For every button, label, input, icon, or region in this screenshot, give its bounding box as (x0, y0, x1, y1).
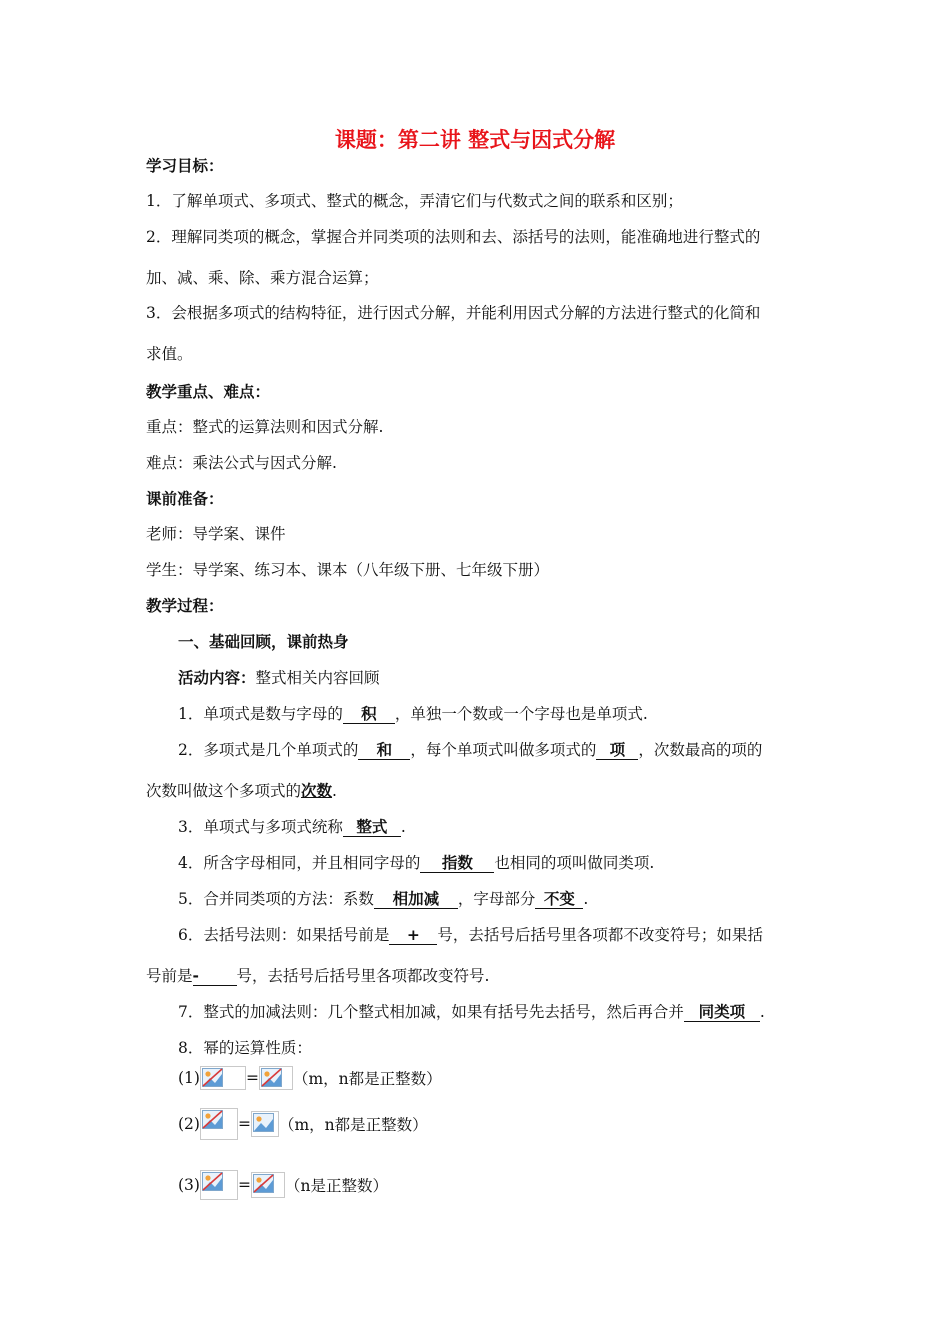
q5-answer-1: 相加减 (374, 891, 458, 909)
q1-answer: 积 (343, 706, 395, 724)
question-6 (178, 923, 763, 945)
objective-3-line2: 求值。 (146, 345, 193, 363)
q3-text: 3．单项式与多项式统称 (178, 818, 343, 836)
q6-answer-1: + (389, 927, 437, 945)
difficult-point: 难点：乘法公式与因式分解. (146, 454, 337, 472)
formula-row-3 (178, 1170, 388, 1200)
q7-text-end: . (759, 1003, 765, 1021)
q2-answer-3: 次数 (301, 782, 333, 800)
formula-row-1 (178, 1066, 442, 1096)
q5-text-mid: ，字母部分 (457, 890, 536, 908)
q2-line2-text: 次数叫做这个多项式的 (146, 782, 302, 800)
key-point: 重点：整式的运算法则和因式分解. (146, 418, 384, 436)
preparation-heading: 课前准备： (146, 490, 224, 508)
formula-1-note: （m，n都是正整数） (292, 1070, 442, 1088)
preparation-teacher: 老师：导学案、课件 (146, 525, 286, 543)
objective-2-line1: 2．理解同类项的概念，掌握合并同类项的法则和去、添括号的法则，能准确地进行整式的 (146, 228, 761, 246)
q3-text-end: . (400, 818, 406, 836)
q5-answer-2: 不变 (535, 891, 583, 909)
broken-image-icon (259, 1066, 293, 1090)
q4-text-end: 也相同的项叫做同类项. (494, 854, 655, 872)
q6-line2-end: 号，去括号后括号里各项都改变符号. (236, 967, 490, 985)
q2-text: 2．多项式是几个单项式的 (178, 741, 359, 759)
broken-image-icon (200, 1170, 238, 1200)
formula-2-equals: = (237, 1115, 251, 1133)
question-1 (178, 702, 648, 724)
question-2 (178, 738, 762, 760)
question-3 (178, 815, 406, 837)
q3-answer: 整式 (343, 819, 401, 837)
q6-text-end: 号，去括号后括号里各项都不改变符号；如果括 (437, 926, 763, 944)
formula-2-number: (2) (178, 1115, 200, 1133)
q2-text-end: ，次数最高的项的 (638, 741, 763, 759)
activity-text: 整式相关内容回顾 (255, 669, 380, 687)
page-title: 课题：第二讲 整式与因式分解 (334, 128, 616, 152)
formula-3-number: (3) (178, 1176, 200, 1194)
broken-image-icon (251, 1111, 279, 1137)
question-4 (178, 851, 654, 873)
q2-answer-2: 项 (596, 742, 638, 760)
activity-line (178, 666, 380, 688)
objectives-heading: 学习目标： (146, 157, 224, 175)
q5-text-end: . (583, 890, 589, 908)
formula-row-2 (178, 1108, 428, 1138)
q1-text-end: ，单独一个数或一个字母也是单项式. (394, 705, 648, 723)
question-2-line2 (146, 779, 337, 801)
formula-3-note: （n是正整数） (284, 1177, 388, 1195)
broken-image-icon (200, 1066, 246, 1090)
q2-text-mid: ，每个单项式叫做多项式的 (410, 741, 597, 759)
q2-line2-end: . (332, 782, 337, 800)
formula-3-equals: = (237, 1176, 251, 1194)
q6-answer-2: - (193, 968, 237, 986)
broken-image-icon (251, 1172, 285, 1198)
formula-1-number: (1) (178, 1069, 200, 1087)
process-heading: 教学过程： (146, 597, 224, 615)
objective-2-line2: 加、减、乘、除、乘方混合运算； (146, 269, 379, 287)
formula-1-equals: = (245, 1069, 259, 1087)
question-6-line2 (146, 964, 489, 986)
q4-text: 4．所含字母相同，并且相同字母的 (178, 854, 421, 872)
question-8: 8．幂的运算性质： (178, 1039, 312, 1057)
question-7 (178, 1000, 765, 1022)
q7-text: 7．整式的加减法则：几个整式相加减，如果有括号先去括号，然后再合并 (178, 1003, 684, 1021)
q4-answer: 指数 (420, 855, 494, 873)
broken-image-icon (200, 1108, 238, 1140)
q2-answer-1: 和 (358, 742, 410, 760)
q7-answer: 同类项 (684, 1004, 760, 1022)
q1-text: 1．单项式是数与字母的 (178, 705, 343, 723)
objective-1: 1．了解单项式、多项式、整式的概念，弄清它们与代数式之间的联系和区别； (146, 192, 683, 210)
q5-text: 5．合并同类项的方法：系数 (178, 890, 374, 908)
key-points-heading: 教学重点、难点： (146, 383, 271, 401)
q6-line2-text: 号前是 (146, 967, 193, 985)
section-1-heading: 一、基础回顾，课前热身 (178, 633, 349, 651)
preparation-student: 学生：导学案、练习本、课本（八年级下册、七年级下册） (146, 561, 550, 579)
question-5 (178, 887, 588, 909)
objective-3-line1: 3．会根据多项式的结构特征，进行因式分解，并能利用因式分解的方法进行整式的化简和 (146, 304, 761, 322)
q6-text: 6．去括号法则：如果括号前是 (178, 926, 390, 944)
activity-label: 活动内容： (178, 669, 256, 687)
formula-2-note: （m，n都是正整数） (278, 1116, 428, 1134)
